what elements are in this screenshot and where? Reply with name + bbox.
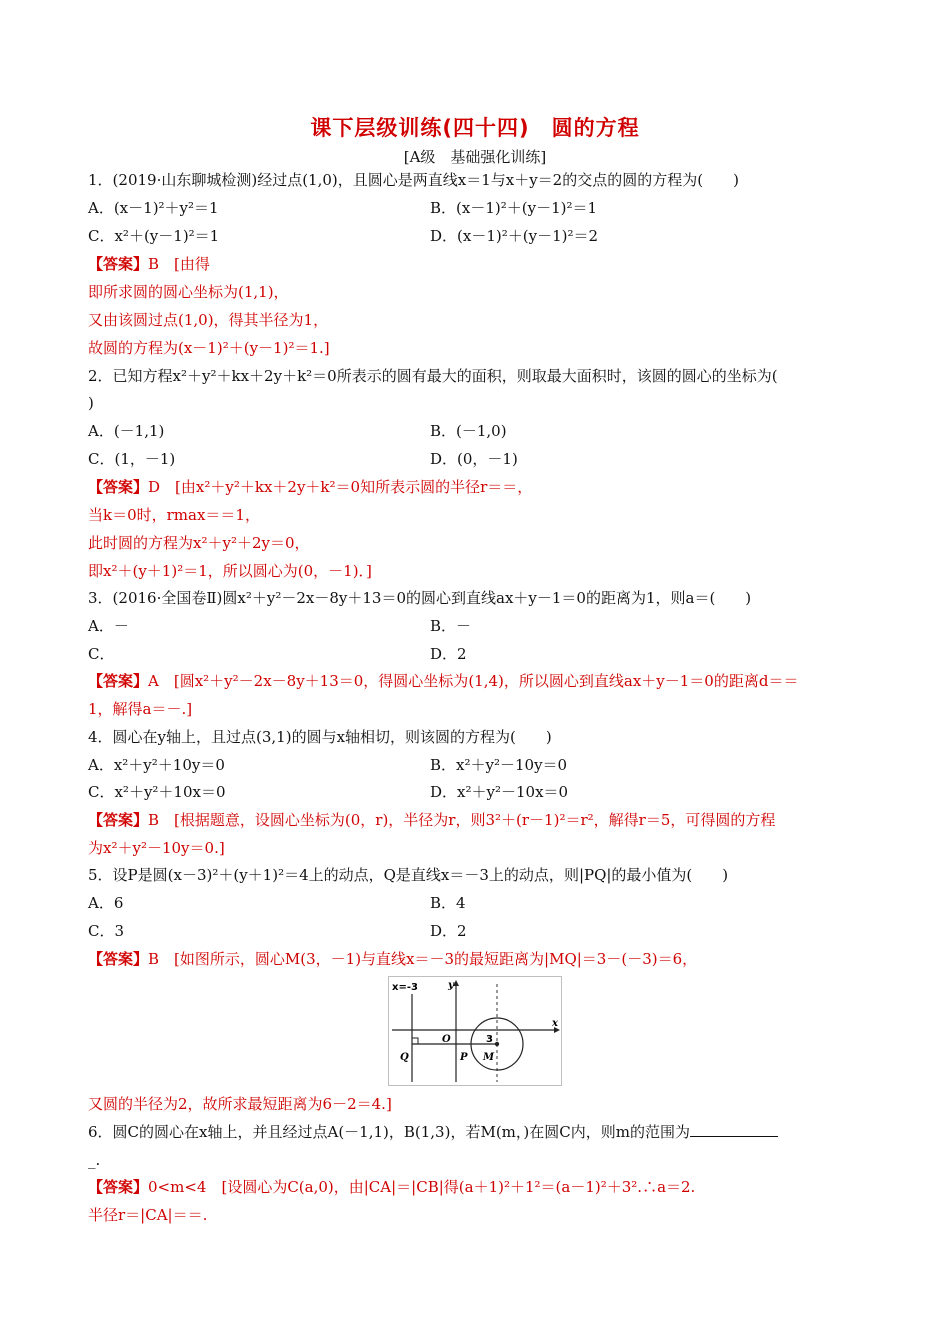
answer-text: 又由该圆过点(1,0)，得其半径为1， xyxy=(88,311,329,329)
question-1-option-b: B．(x－1)²＋(y－1)²＝1 xyxy=(430,199,598,217)
question-4-stem: 4．圆心在y轴上，且过点(3,1)的圆与x轴相切，则该圆的方程为( ) xyxy=(88,728,552,746)
question-3-option-b: B．－ xyxy=(430,617,472,635)
question-6-answer xyxy=(88,1177,695,1197)
answer-text: B [由得 xyxy=(148,255,210,273)
question-6-stem xyxy=(88,1122,778,1142)
question-1-option-c: C．x²＋(y－1)²＝1 xyxy=(88,227,220,245)
question-6-stem-cont: _. xyxy=(88,1151,101,1169)
question-6-stem-text: 6．圆C的圆心在x轴上，并且经过点A(－1,1)，B(1,3)，若M(m，)在圆C内，则m的范围为 xyxy=(88,1123,690,1141)
answer-text: D [由x²＋y²＋kx＋2y＋k²＝0知所表示圆的半径r＝＝， xyxy=(148,478,533,496)
question-1-option-d: D．(x－1)²＋(y－1)²＝2 xyxy=(430,227,599,245)
answer-label: 【答案】 xyxy=(88,1178,149,1196)
question-4-option-a: A．x²＋y²＋10y＝0 xyxy=(88,756,225,774)
question-3-stem: 3．(2016·全国卷Ⅱ)圆x²＋y²－2x－8y＋13＝0的圆心到直线ax＋y－1＝0的距离为1，则a＝( ) xyxy=(88,589,752,607)
answer-label: 【答案】 xyxy=(88,811,149,829)
question-5-option-a: A．6 xyxy=(88,894,124,912)
question-2-stem: 2．已知方程x²＋y²＋kx＋2y＋k²＝0所表示的圆有最大的面积，则取最大面积时，该圆的圆心的坐标为( xyxy=(88,367,778,385)
answer-text: 此时圆的方程为x²＋y²＋2y＝0， xyxy=(88,534,310,552)
answer-text: 即所求圆的圆心坐标为(1,1)， xyxy=(88,283,289,301)
question-5-figure xyxy=(388,976,562,1086)
question-4-option-c: C．x²＋y²＋10x＝0 xyxy=(88,783,226,801)
answer-label: 【答案】 xyxy=(88,255,149,273)
answer-text: 1，解得a＝－.] xyxy=(88,700,193,718)
answer-text: 故圆的方程为(x－1)²＋(y－1)²＝1.] xyxy=(88,339,330,357)
section-subtitle: [A级 基础强化训练] xyxy=(403,148,547,166)
answer-text: B [根据题意，设圆心坐标为(0，r)，半径为r，则3²＋(r－1)²＝r²，解得r＝5，可得圆的方程 xyxy=(148,811,776,829)
line-label: x=-3 xyxy=(392,982,418,993)
question-1-answer xyxy=(88,254,210,274)
question-2-option-b: B．(－1,0) xyxy=(430,422,507,440)
question-2-answer xyxy=(88,477,532,497)
point-q-label: Q xyxy=(400,1052,409,1063)
question-5-option-d: D．2 xyxy=(430,922,467,940)
point-m xyxy=(495,1042,499,1046)
point-p-label: P xyxy=(460,1052,468,1063)
question-2-option-c: C．(1，－1) xyxy=(88,450,176,468)
question-5-option-b: B．4 xyxy=(430,894,466,912)
answer-label: 【答案】 xyxy=(88,478,149,496)
answer-label: 【答案】 xyxy=(88,950,149,968)
x-label: x xyxy=(552,1018,558,1029)
origin-label: O xyxy=(442,1034,451,1045)
question-4-option-d: D．x²＋y²－10x＝0 xyxy=(430,783,569,801)
question-4-option-b: B．x²＋y²－10y＝0 xyxy=(430,756,568,774)
question-3-answer xyxy=(88,671,798,691)
question-2-stem-cont: ) xyxy=(88,394,94,412)
answer-text: A [圆x²＋y²－2x－8y＋13＝0，得圆心坐标为(1,4)，所以圆心到直线ax＋y－1＝0的距离d＝＝ xyxy=(148,672,799,690)
question-1-stem: 1．(2019·山东聊城检测)经过点(1,0)，且圆心是两直线x＝1与x＋y＝2的交点的圆的方程为( ) xyxy=(88,171,739,189)
question-3-option-a: A．－ xyxy=(88,617,129,635)
question-3-option-c: C． xyxy=(88,645,115,663)
question-1-option-a: A．(x－1)²＋y²＝1 xyxy=(88,199,219,217)
answer-label: 【答案】 xyxy=(88,672,149,690)
question-5-answer xyxy=(88,949,697,969)
y-label: y xyxy=(448,980,454,991)
answer-text: 0<m<4 [设圆心为C(a,0)，由|CA|＝|CB|得(a＋1)²＋1²＝(a－1)²＋3².∴a＝2. xyxy=(148,1178,696,1196)
answer-text: B [如图所示，圆心M(3，－1)与直线x＝－3的最短距离为|MQ|＝3－(－3)＝6， xyxy=(148,950,698,968)
question-5-stem: 5．设P是圆(x－3)²＋(y＋1)²＝4上的动点，Q是直线x＝－3上的动点，则|PQ|的最小值为( ) xyxy=(88,866,729,884)
answer-text: 又圆的半径为2，故所求最短距离为6－2＝4.] xyxy=(88,1095,392,1113)
answer-text: 当k＝0时，rmax＝＝1， xyxy=(88,506,260,524)
point-m-label: M xyxy=(483,1052,495,1063)
answer-blank[interactable] xyxy=(690,1122,778,1137)
question-2-option-d: D．(0，－1) xyxy=(430,450,518,468)
question-3-option-d: D．2 xyxy=(430,645,467,663)
tick-3-label: 3 xyxy=(486,1034,493,1045)
page-title: 课下层级训练(四十四) 圆的方程 xyxy=(310,116,640,140)
question-2-option-a: A．(－1,1) xyxy=(88,422,165,440)
answer-text: 为x²＋y²－10y＝0.] xyxy=(88,839,225,857)
answer-text: 半径r＝|CA|＝＝. xyxy=(88,1206,208,1224)
question-4-answer xyxy=(88,810,775,830)
answer-text: 即x²＋(y＋1)²＝1，所以圆心为(0，－1)．] xyxy=(88,562,372,580)
question-5-option-c: C．3 xyxy=(88,922,125,940)
